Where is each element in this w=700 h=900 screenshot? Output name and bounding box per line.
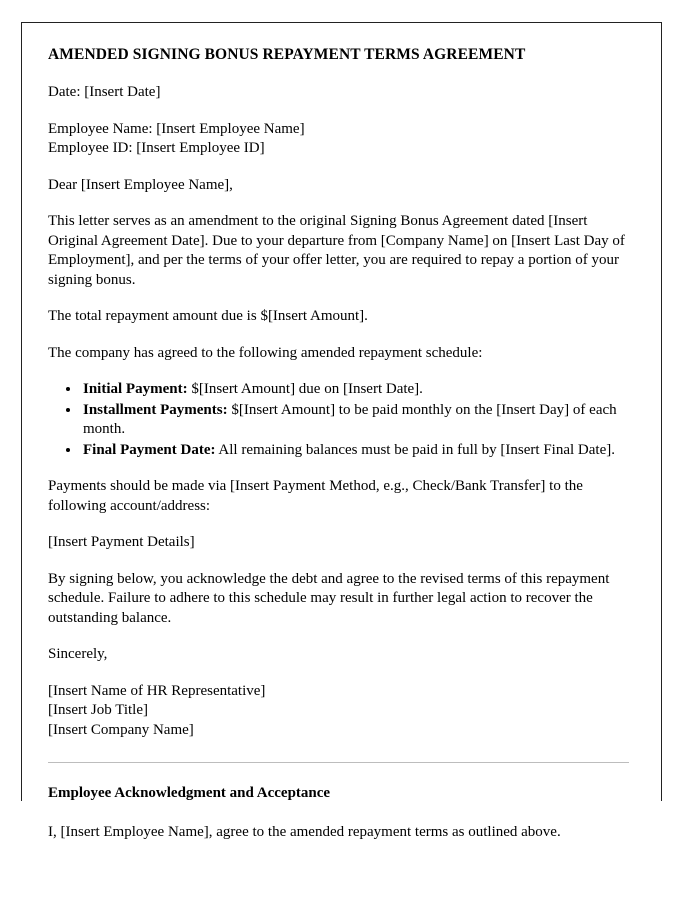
schedule-item-text: All remaining balances must be paid in full by [Insert Final Date]. xyxy=(215,441,615,458)
list-item xyxy=(81,441,629,461)
closing-salutation: Sincerely, xyxy=(48,646,108,663)
schedule-item-label: Final Payment Date: xyxy=(83,441,216,458)
section-divider xyxy=(48,762,629,763)
document-body xyxy=(22,23,661,842)
hr-representative-name-line: [Insert Name of HR Representative] xyxy=(48,682,266,699)
repayment-schedule-list xyxy=(48,380,629,460)
debt-acknowledgment-paragraph: By signing below, you acknowledge the debt and agree to the revised terms of this repayment schedule. Failure to adhere to this schedule may result in further legal action to recover the outstanding balance. xyxy=(48,570,610,626)
schedule-item-text: $[Insert Amount] due on [Insert Date]. xyxy=(187,381,423,398)
employee-identification-block xyxy=(48,120,629,159)
payment-method-paragraph: Payments should be made via [Insert Payment Method, e.g., Check/Bank Transfer] to the following account/address: xyxy=(48,478,583,514)
page-title: AMENDED SIGNING BONUS REPAYMENT TERMS AGREEMENT xyxy=(48,46,526,63)
employee-name-line: Employee Name: [Insert Employee Name] xyxy=(48,120,305,137)
salutation: Dear [Insert Employee Name], xyxy=(48,176,233,193)
signature-block xyxy=(48,682,629,741)
hr-representative-title-line: [Insert Job Title] xyxy=(48,702,149,719)
document-page xyxy=(21,22,662,840)
schedule-item-text: $[Insert Amount] to be paid monthly on the [Insert Day] of each month. xyxy=(83,401,617,438)
acceptance-paragraph: I, [Insert Employee Name], agree to the amended repayment terms as outlined above. xyxy=(48,823,561,840)
company-name-line: [Insert Company Name] xyxy=(48,721,194,738)
list-item xyxy=(81,401,629,440)
employee-id-line: Employee ID: [Insert Employee ID] xyxy=(48,140,265,157)
acknowledgment-section-heading: Employee Acknowledgment and Acceptance xyxy=(48,785,331,802)
intro-paragraph: This letter serves as an amendment to the original Signing Bonus Agreement dated [Insert Original Agreement Date]. Due to your departure from [Company Name] on [Insert Last Day of Employment], and per the terms of your offer letter, you are required to repay a portion of your signing bonus. xyxy=(48,213,625,288)
schedule-item-label: Installment Payments: xyxy=(83,401,228,418)
total-repayment-paragraph: The total repayment amount due is $[Insert Amount]. xyxy=(48,308,368,325)
schedule-intro-paragraph: The company has agreed to the following amended repayment schedule: xyxy=(48,344,483,361)
payment-details-placeholder: [Insert Payment Details] xyxy=(48,534,195,551)
schedule-item-label: Initial Payment: xyxy=(83,381,188,398)
date-line: Date: [Insert Date] xyxy=(48,84,161,101)
list-item xyxy=(81,380,629,400)
